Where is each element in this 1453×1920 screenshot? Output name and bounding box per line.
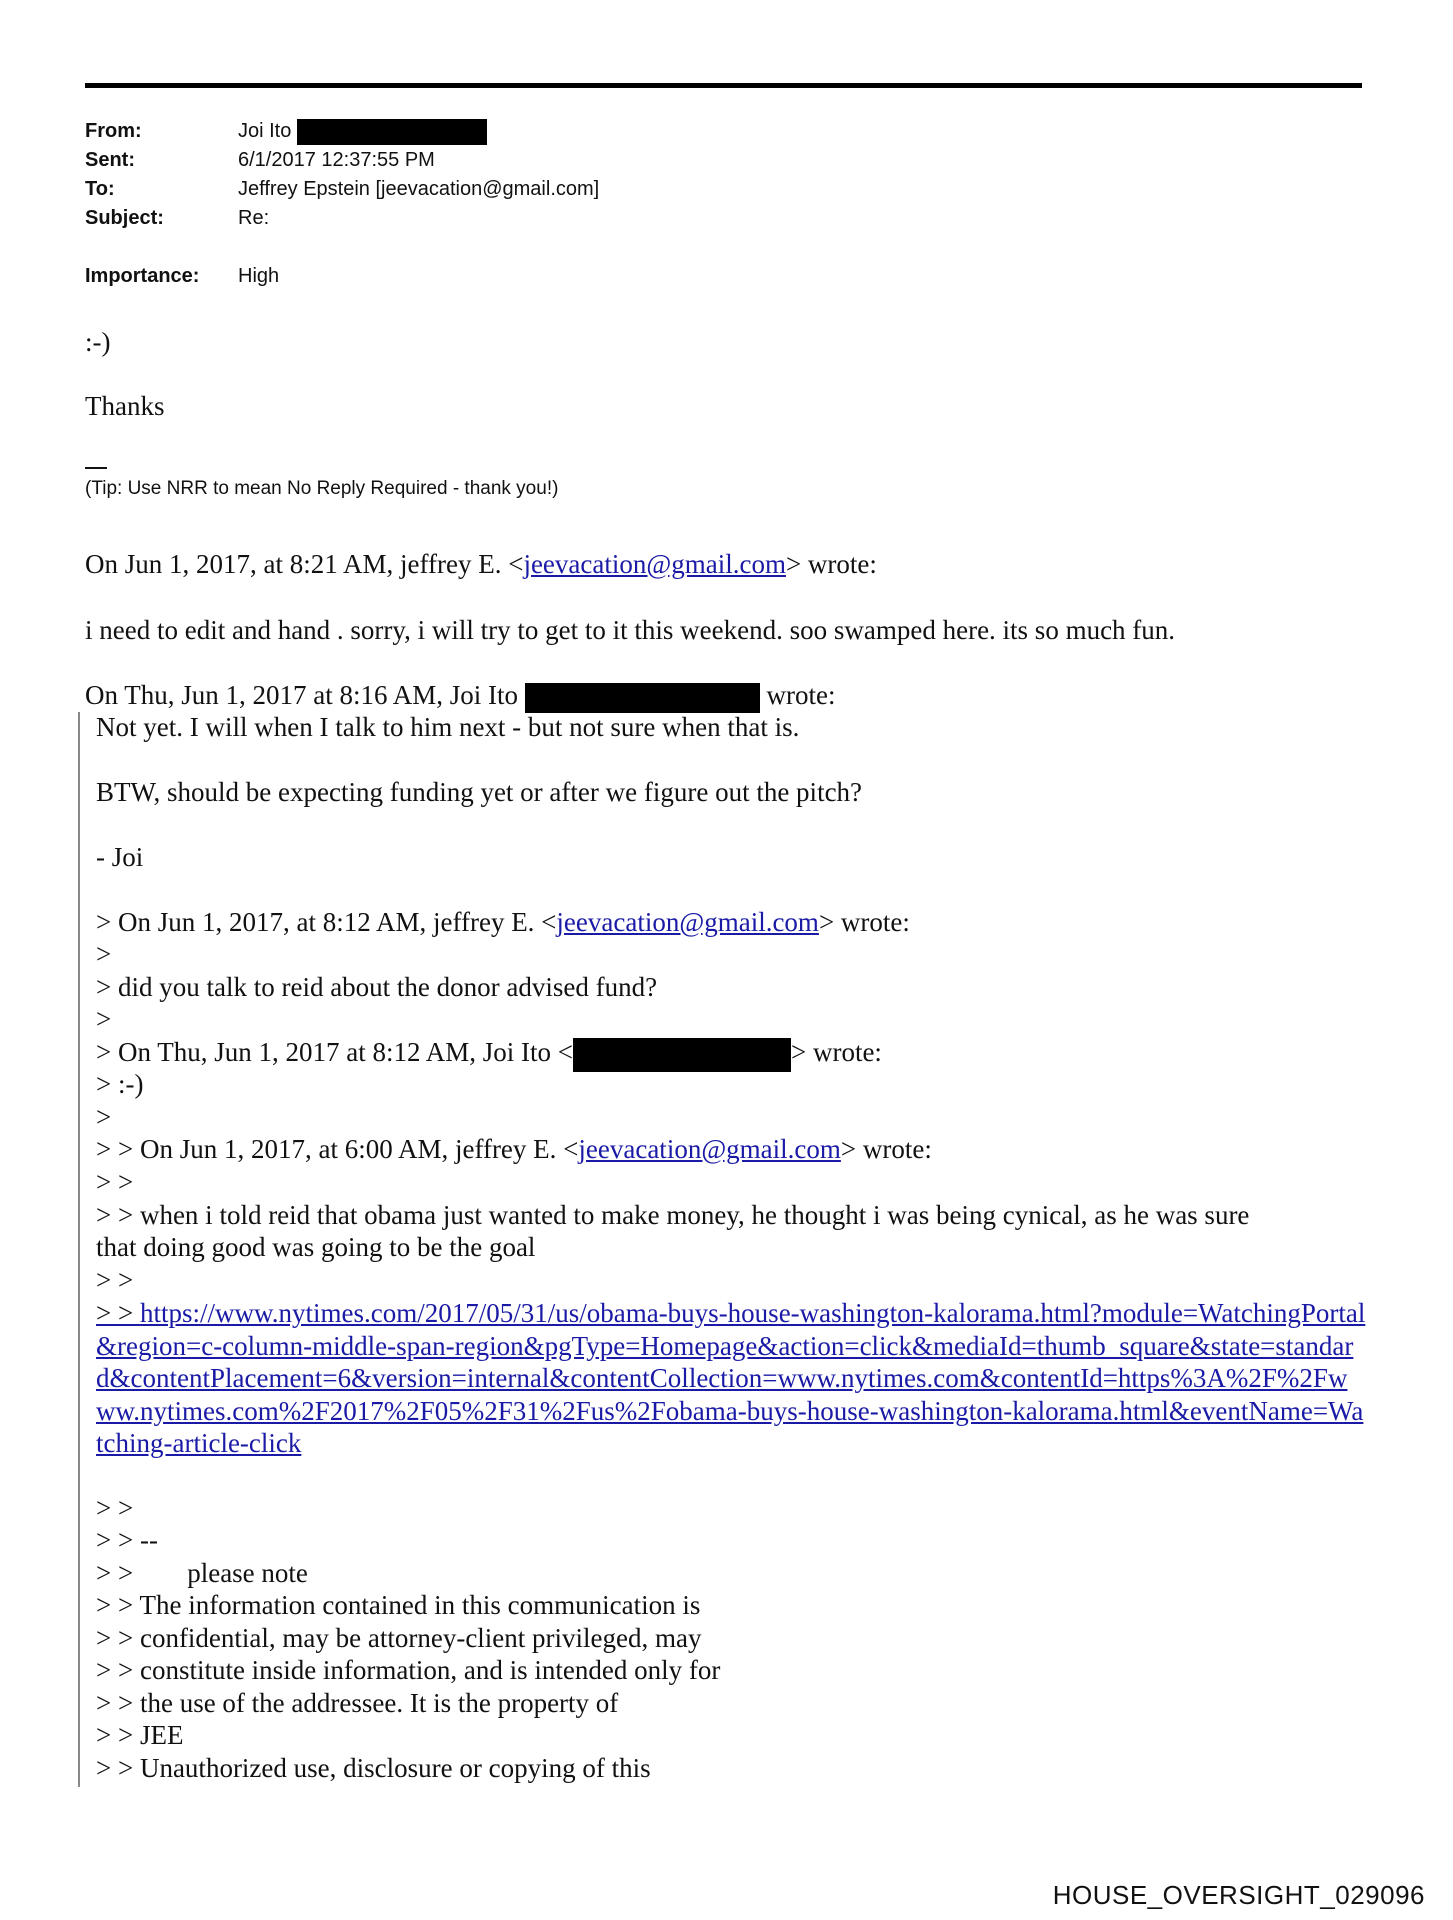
signature-dash: [85, 467, 107, 469]
to-label: To:: [85, 178, 115, 200]
quoted-sig-line-5: > > the use of the addressee. It is the property of: [96, 1688, 619, 1718]
to-value: Jeffrey Epstein [jeevacation@gmail.com]: [238, 178, 600, 200]
tip-text: (Tip: Use NRR to mean No Reply Required - thank you!): [85, 478, 559, 499]
sent-label: Sent:: [85, 149, 135, 171]
quoted-obama-line-2: that doing good was going to be the goal: [96, 1232, 536, 1262]
msg2-attribution: On Thu, Jun 1, 2017 at 8:16 AM, Joi Ito wrote:: [85, 679, 836, 713]
quoted-gt-3: >: [96, 1102, 112, 1132]
quoted-sig-line-4: > > constitute inside information, and is intended only for: [96, 1655, 721, 1685]
redaction-block: [525, 683, 760, 713]
nytimes-url-link[interactable]: > > https://www.nytimes.com/2017/05/31/us/obama-buys-house-washington-kalorama.html?module=WatchingPortal&region=c-column-middle-span-region&pgType=Homepage&action=click&mediaId=thumb_square&state=standard&contentPlacement=6&version=internal&contentCollection=www.nytimes.com&contentId=https%3A%2F%2Fwww.nytimes.com%2F2017%2F05%2F31%2Fus%2Fobama-buys-house-washington-kalorama.html&eventName=Watching-article-click: [96, 1298, 1366, 1458]
subject-label: Subject:: [85, 207, 164, 229]
bates-number: HOUSE_OVERSIGHT_029096: [1052, 1880, 1425, 1910]
quoted-attribution-3: > > On Jun 1, 2017, at 6:00 AM, jeffrey E. <jeevacation@gmail.com> wrote:: [96, 1134, 932, 1164]
quoted-attribution-2: > On Thu, Jun 1, 2017 at 8:12 AM, Joi Ito < > wrote:: [96, 1036, 882, 1072]
quoted-sig-line-2: > > The information contained in this communication is: [96, 1590, 701, 1620]
msg2-line2: BTW, should be expecting funding yet or after we figure out the pitch?: [96, 777, 863, 807]
sent-value: 6/1/2017 12:37:55 PM: [238, 149, 435, 171]
quoted-line-reid: > did you talk to reid about the donor advised fund?: [96, 972, 658, 1002]
quote-bar: [78, 712, 80, 1787]
importance-value: High: [238, 265, 280, 287]
from-value: Joi Ito: [238, 117, 487, 146]
redaction-block: [297, 119, 487, 145]
quoted-email-link-1[interactable]: jeevacation@gmail.com: [556, 907, 819, 937]
quoted-sig-line-6: > > JEE: [96, 1720, 184, 1750]
reply-smiley: :-): [85, 327, 111, 357]
msg1-email-link[interactable]: jeevacation@gmail.com: [523, 549, 786, 579]
quoted-email-link-3[interactable]: jeevacation@gmail.com: [578, 1134, 841, 1164]
quoted-sig-line-7: > > Unauthorized use, disclosure or copying of this: [96, 1753, 651, 1783]
msg2-line1: Not yet. I will when I talk to him next - but not sure when that is.: [96, 712, 800, 742]
reply-thanks: Thanks: [85, 391, 165, 421]
quoted-obama-line-1: > > when i told reid that obama just wanted to make money, he thought i was being cynical, as he was sure: [96, 1200, 1250, 1230]
quoted-gt-1: >: [96, 939, 112, 969]
msg1-body: i need to edit and hand . sorry, i will try to get to it this weekend. soo swamped here. its so much fun.: [85, 615, 1176, 645]
quoted-attribution-1: > On Jun 1, 2017, at 8:12 AM, jeffrey E. <jeevacation@gmail.com> wrote:: [96, 907, 910, 937]
subject-value: Re:: [238, 207, 270, 229]
msg1-attribution: On Jun 1, 2017, at 8:21 AM, jeffrey E. <jeevacation@gmail.com> wrote:: [85, 549, 877, 579]
importance-label: Importance:: [85, 265, 200, 287]
quoted-smiley: > :-): [96, 1069, 144, 1099]
nytimes-url-text[interactable]: https://www.nytimes.com/2017/05/31/us/obama-buys-house-washington-kalorama.html?module=WatchingPortal&region=c-column-middle-span-region&pgType=Homepage&action=click&mediaId=thumb_square&state=standard&contentPlacement=6&version=internal&contentCollection=www.nytimes.com&contentId=https%3A%2F%2Fwww.nytimes.com%2F2017%2F05%2F31%2Fus%2Fobama-buys-house-washington-kalorama.html&eventName=Watching-article-click: [96, 1298, 1366, 1458]
quoted-sig-dash: > > --: [96, 1525, 158, 1555]
quoted-sig-please-note: > > please note: [96, 1558, 308, 1588]
header-rule: [85, 83, 1362, 88]
quoted-gt-6: > >: [96, 1493, 134, 1523]
msg2-line3: - Joi: [96, 842, 144, 872]
from-label: From:: [85, 120, 142, 142]
quoted-gt-5: > >: [96, 1265, 134, 1295]
quoted-gt-2: >: [96, 1004, 112, 1034]
quoted-sig-line-3: > > confidential, may be attorney-client privileged, may: [96, 1623, 702, 1653]
redaction-block: [573, 1038, 791, 1072]
quoted-gt-4: > >: [96, 1167, 134, 1197]
